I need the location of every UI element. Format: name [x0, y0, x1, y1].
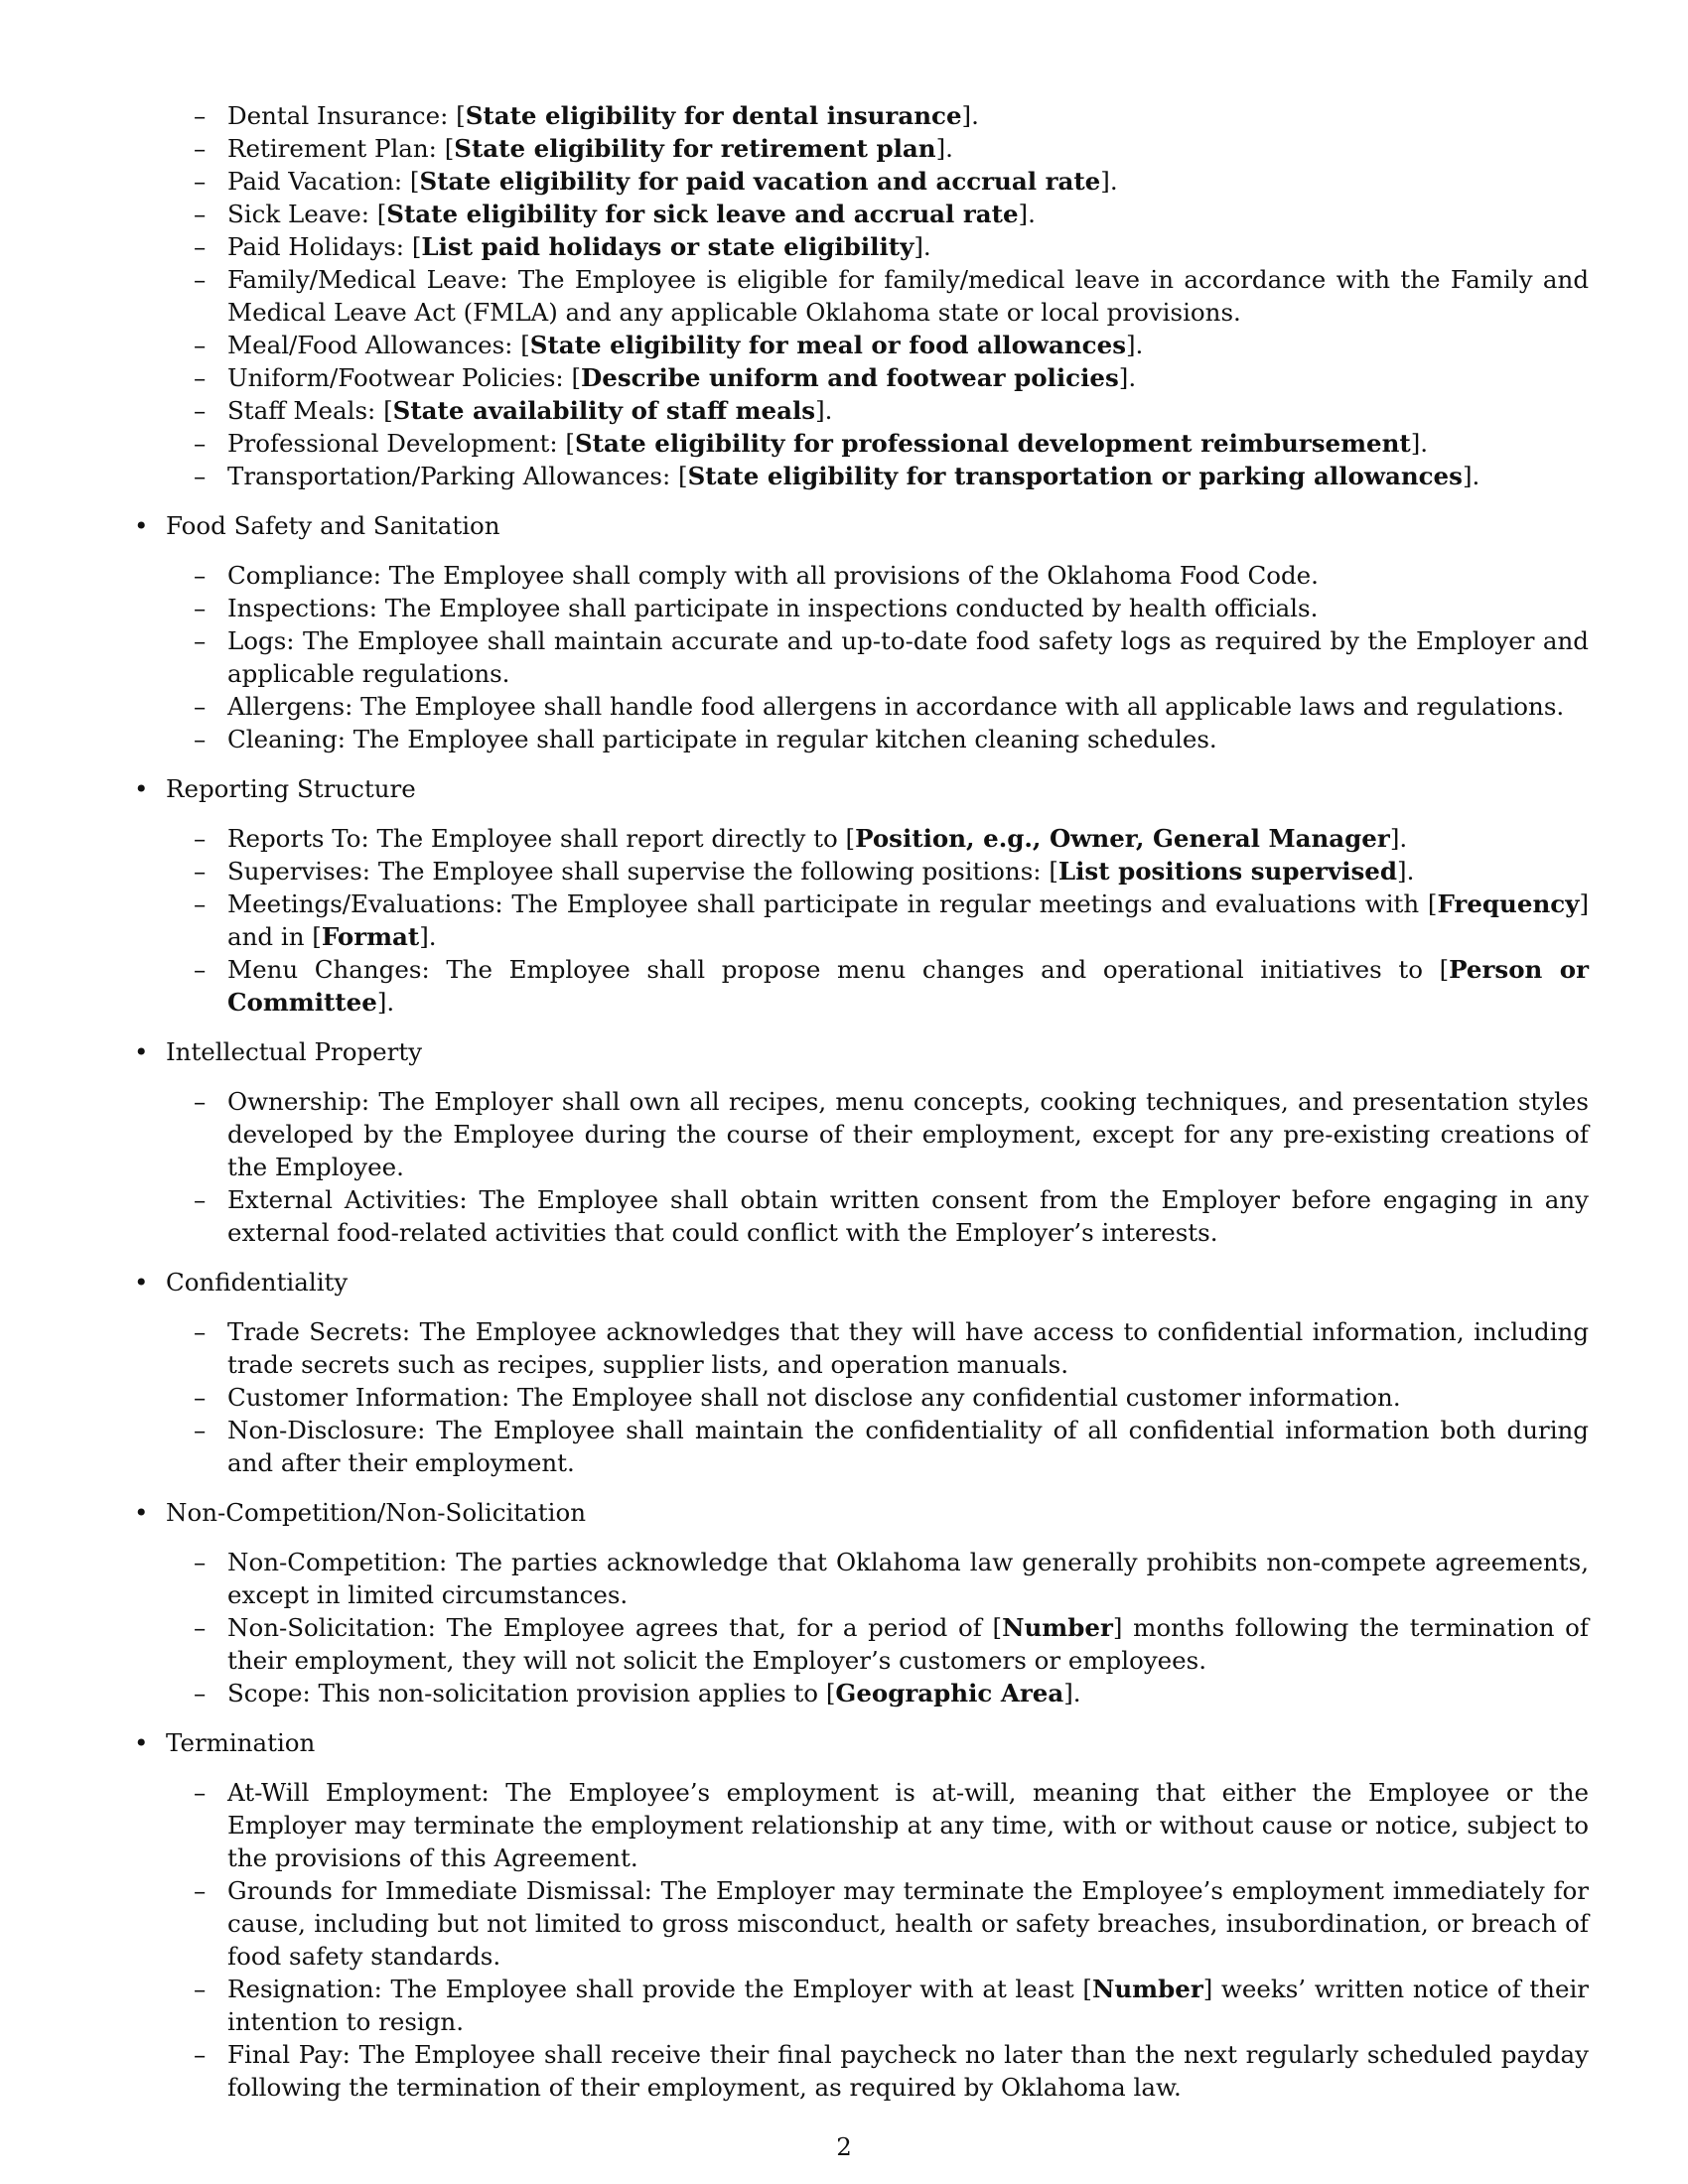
- list-item: [227, 1973, 1589, 2038]
- item-text: Meal/Food Allowances: [: [227, 331, 530, 359]
- list-item: [227, 624, 1589, 690]
- item-text: Professional Development: [: [227, 429, 575, 458]
- item-text: Paid Vacation: [: [227, 167, 420, 196]
- item-text: ] and in [: [227, 889, 1589, 951]
- placeholder-text: State eligibility for professional development reimbursement: [574, 429, 1411, 458]
- placeholder-text: State availability of staff meals: [392, 396, 816, 425]
- list-item: [227, 592, 1589, 624]
- section: [166, 1035, 1589, 1249]
- item-text: ].: [1118, 363, 1137, 392]
- list-item: [227, 361, 1589, 394]
- item-text: ] months following the termination of their employment, they will not solicit the Employer’s customers or employees.: [227, 1613, 1589, 1675]
- item-text: Ownership: The Employer shall own all recipes, menu concepts, cooking techniques, and presentation styles developed by the Employee during the course of their employment, except for any pre-existing creations of the Employee.: [227, 1087, 1589, 1181]
- item-text: Scope: This non-solicitation provision applies to [: [227, 1679, 836, 1707]
- placeholder-text: List positions supervised: [1057, 857, 1398, 886]
- section-title: • Intellectual Property: [166, 1035, 1589, 1068]
- placeholder-text: Number: [1002, 1613, 1113, 1642]
- list-item: [227, 1414, 1589, 1479]
- item-text: Non-Competition: The parties acknowledge that Oklahoma law generally prohibits non-compete agreements, except in limited circumstances.: [227, 1548, 1589, 1609]
- list-item: [227, 99, 1589, 132]
- list-item: [227, 230, 1589, 263]
- placeholder-text: Frequency: [1437, 889, 1580, 918]
- section: [166, 509, 1589, 755]
- list-item: [227, 887, 1589, 953]
- placeholder-text: State eligibility for paid vacation and accrual rate: [419, 167, 1101, 196]
- list-item: [227, 394, 1589, 427]
- item-text: ].: [1100, 167, 1118, 196]
- item-text: Menu Changes: The Employee shall propose menu changes and operational initiatives to [: [227, 955, 1450, 984]
- item-text: Supervises: The Employee shall supervise the following positions: [: [227, 857, 1058, 886]
- item-text: Cleaning: The Employee shall participate in regular kitchen cleaning schedules.: [227, 725, 1217, 753]
- list-item: [227, 1611, 1589, 1677]
- section-title: • Confidentiality: [166, 1266, 1589, 1298]
- item-text: Grounds for Immediate Dismissal: The Employer may terminate the Employee’s employment immediately for cause, including but not limited to gross misconduct, health or safety breaches, insubordination, or breach of food safety standards.: [227, 1876, 1589, 1971]
- placeholder-text: Geographic Area: [835, 1679, 1064, 1707]
- list-item: [227, 1315, 1589, 1381]
- item-text: Sick Leave: [: [227, 200, 387, 228]
- item-text: Meetings/Evaluations: The Employee shall participate in regular meetings and evaluations with [: [227, 889, 1438, 918]
- section-title: • Food Safety and Sanitation: [166, 509, 1589, 542]
- item-text: ].: [376, 988, 395, 1017]
- list-item: [227, 198, 1589, 230]
- item-text: ].: [1389, 824, 1408, 853]
- list-item: [227, 1085, 1589, 1183]
- placeholder-text: Person or Committee: [227, 955, 1589, 1017]
- item-text: Staff Meals: [: [227, 396, 393, 425]
- placeholder-text: State eligibility for dental insurance: [465, 101, 962, 130]
- item-text: Paid Holidays: [: [227, 232, 422, 261]
- list-item: [227, 1874, 1589, 1973]
- benefits-list: [134, 99, 1589, 492]
- item-text: Logs: The Employee shall maintain accurate and up-to-date food safety logs as required by the Employer and applicable regulations.: [227, 626, 1589, 688]
- item-text: ].: [815, 396, 833, 425]
- list-item: [227, 165, 1589, 198]
- section-items: [166, 822, 1589, 1019]
- list-item: [227, 723, 1589, 755]
- item-text: ].: [1063, 1679, 1081, 1707]
- placeholder-text: State eligibility for sick leave and accrual rate: [386, 200, 1019, 228]
- section-items: [166, 1776, 1589, 2104]
- section-items: [166, 1546, 1589, 1709]
- item-text: Inspections: The Employee shall participate in inspections conducted by health officials.: [227, 594, 1319, 622]
- item-text: ].: [914, 232, 931, 261]
- section-title: • Termination: [166, 1726, 1589, 1759]
- list-item: [227, 1183, 1589, 1249]
- list-item: [227, 1381, 1589, 1414]
- list-item: [227, 460, 1589, 492]
- item-text: ] weeks’ written notice of their intention to resign.: [227, 1975, 1589, 2036]
- item-text: Customer Information: The Employee shall not disclose any confidential customer information.: [227, 1383, 1401, 1412]
- list-item: [227, 2038, 1589, 2104]
- item-text: Uniform/Footwear Policies: [: [227, 363, 582, 392]
- list-item: [227, 690, 1589, 723]
- section: [166, 1496, 1589, 1709]
- item-text: Non-Solicitation: The Employee agrees that, for a period of [: [227, 1613, 1003, 1642]
- placeholder-text: List paid holidays or state eligibility: [421, 232, 914, 261]
- list-item: [227, 427, 1589, 460]
- list-item: [227, 1776, 1589, 1874]
- list-item: [227, 822, 1589, 855]
- placeholder-text: Format: [321, 922, 420, 951]
- page-number: 2: [836, 2132, 852, 2161]
- item-text: Retirement Plan: [: [227, 134, 455, 163]
- section: [166, 1266, 1589, 1479]
- item-text: External Activities: The Employee shall obtain written consent from the Employer before engaging in any external food-related activities that could conflict with the Employer’s interests.: [227, 1185, 1589, 1247]
- item-text: ].: [1018, 200, 1036, 228]
- placeholder-text: Position, e.g., Owner, General Manager: [855, 824, 1390, 853]
- section: [166, 772, 1589, 1019]
- list-item: [227, 953, 1589, 1019]
- placeholder-text: Number: [1091, 1975, 1203, 2003]
- list-item: [227, 329, 1589, 361]
- placeholder-text: State eligibility for transportation or parking allowances: [687, 462, 1463, 490]
- item-text: ].: [1125, 331, 1144, 359]
- item-text: ].: [935, 134, 953, 163]
- page-content: [134, 99, 1589, 2104]
- item-text: Transportation/Parking Allowances: [: [227, 462, 688, 490]
- placeholder-text: State eligibility for meal or food allowances: [529, 331, 1126, 359]
- item-text: Allergens: The Employee shall handle food allergens in accordance with all applicable laws and regulations.: [227, 692, 1565, 721]
- placeholder-text: State eligibility for retirement plan: [454, 134, 936, 163]
- item-text: ].: [1462, 462, 1480, 490]
- list-item: [227, 1677, 1589, 1709]
- sections-list: [134, 509, 1589, 2104]
- item-text: Non-Disclosure: The Employee shall maintain the confidentiality of all confidential information both during and after their employment.: [227, 1416, 1589, 1477]
- item-text: Family/Medical Leave: The Employee is eligible for family/medical leave in accordance with the Family and Medical Leave Act (FMLA) and any applicable Oklahoma state or local provisions.: [227, 265, 1589, 327]
- item-text: ].: [1397, 857, 1415, 886]
- placeholder-text: Describe uniform and footwear policies: [581, 363, 1119, 392]
- item-text: ].: [1410, 429, 1429, 458]
- item-text: ].: [961, 101, 979, 130]
- item-text: Compliance: The Employee shall comply with all provisions of the Oklahoma Food Code.: [227, 561, 1319, 590]
- item-text: ].: [419, 922, 437, 951]
- item-text: Resignation: The Employee shall provide the Employer with at least [: [227, 1975, 1092, 2003]
- list-item: [227, 1546, 1589, 1611]
- section-title: • Non-Competition/Non-Solicitation: [166, 1496, 1589, 1529]
- list-item: [227, 263, 1589, 329]
- item-text: At-Will Employment: The Employee’s employment is at-will, meaning that either the Employee or the Employer may terminate the employment relationship at any time, with or without cause or notice, subject to the provisions of this Agreement.: [227, 1778, 1589, 1872]
- section-title: • Reporting Structure: [166, 772, 1589, 805]
- list-item: [227, 132, 1589, 165]
- list-item: [227, 855, 1589, 887]
- section-items: [166, 559, 1589, 755]
- section: [166, 1726, 1589, 2104]
- item-text: Trade Secrets: The Employee acknowledges that they will have access to confidential information, including trade secrets such as recipes, supplier lists, and operation manuals.: [227, 1317, 1589, 1379]
- list-item: [227, 559, 1589, 592]
- item-text: Dental Insurance: [: [227, 101, 466, 130]
- section-items: [166, 1315, 1589, 1479]
- section-items: [166, 1085, 1589, 1249]
- item-text: Final Pay: The Employee shall receive their final paycheck no later than the next regularly scheduled payday following the termination of their employment, as required by Oklahoma law.: [227, 2040, 1589, 2102]
- item-text: Reports To: The Employee shall report directly to [: [227, 824, 856, 853]
